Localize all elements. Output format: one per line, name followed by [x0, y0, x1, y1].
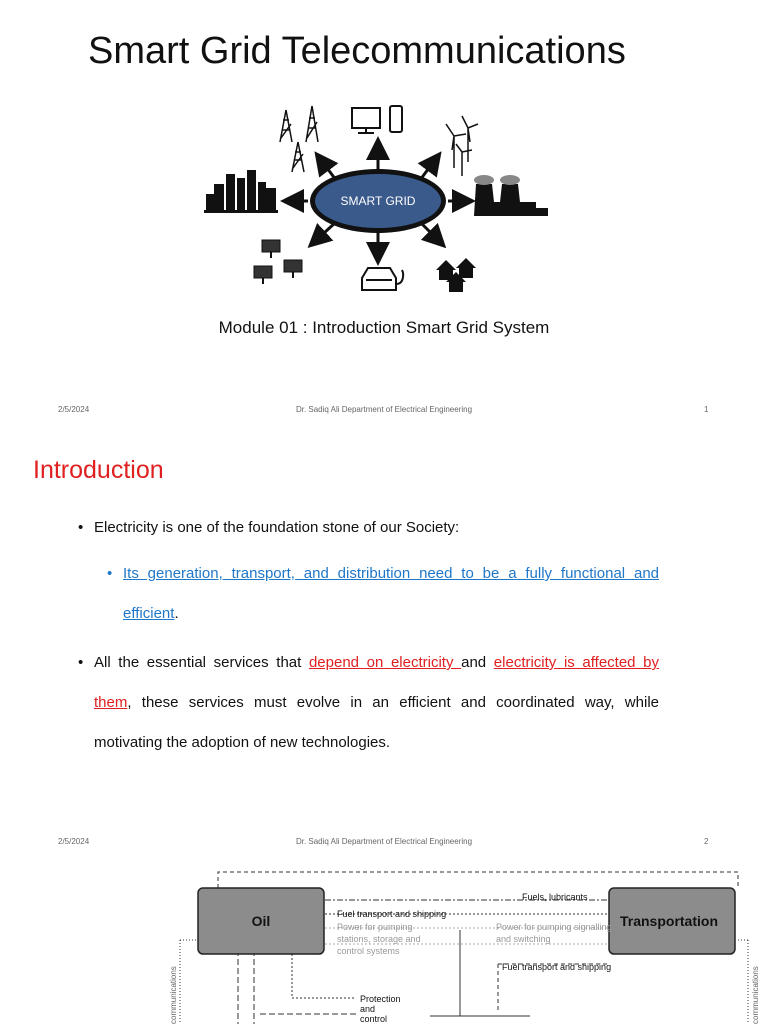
bullet-2	[78, 643, 659, 763]
oil-box	[198, 888, 324, 954]
smart-grid-diagram	[200, 98, 556, 298]
bullet-dot: •	[78, 519, 84, 536]
solar-panel-icon	[254, 240, 302, 284]
power-plant-icon	[474, 175, 548, 216]
power-pumping-label-1: Power for pumping stations, storage and control systems	[337, 922, 421, 956]
transportation-box	[609, 888, 735, 954]
electric-car-icon	[362, 268, 403, 290]
side-label-right: communications	[751, 966, 760, 1024]
slide-heading: Introduction	[33, 456, 164, 484]
sub-bullet-link[interactable]: Its generation, transport, and distribution need to be a fully functional and efficient	[123, 565, 659, 622]
side-label-left: communications	[169, 966, 178, 1024]
transmission-tower-icon	[280, 106, 318, 172]
sub-bullet	[107, 554, 659, 634]
devices-icon	[352, 106, 402, 133]
bullet-1-text: Electricity is one of the foundation stone of our Society:	[94, 519, 460, 536]
houses-icon	[436, 258, 476, 292]
infrastructure-interdependency-diagram	[0, 864, 768, 1024]
slide-title: Smart Grid Telecommunications	[88, 30, 626, 72]
power-pumping-label-2: Power for pumping signalling and switching	[496, 922, 612, 944]
sub-bullet-end: .	[174, 605, 179, 622]
city-skyline-icon	[204, 170, 278, 213]
fuels-label: Fuels, lubricants	[522, 892, 588, 902]
smart-grid-hub	[310, 169, 446, 233]
hub-label: SMART GRID	[340, 194, 416, 208]
footer-author: Dr. Sadiq Ali Department of Electrical Engineering	[295, 837, 473, 846]
footer-page-number: 1	[704, 405, 709, 414]
protection-label: Protection and control	[360, 994, 401, 1024]
bullet-2-highlight-1: depend on electricity	[308, 654, 462, 671]
bullet-2-part-1: All the essential services that	[94, 654, 309, 671]
slide-2	[0, 432, 768, 864]
bullet-2-part-3: , these services must evolve in an efficient and coordinated way, while motivating the adoption of new technologies.	[94, 694, 659, 751]
wind-turbine-icon	[446, 116, 478, 176]
bullet-2-part-2: and	[461, 654, 494, 671]
fuel-transport-label-1: Fuel transport and shipping	[337, 909, 447, 919]
fuel-transport-label-2: Fuel transport and shipping	[502, 962, 612, 972]
footer-date: 2/5/2024	[58, 405, 90, 414]
slide-subtitle: Module 01 : Introduction Smart Grid System	[218, 318, 550, 337]
bullet-2-highlight-2: electricity is affected by them	[94, 654, 659, 711]
footer-author: Dr. Sadiq Ali Department of Electrical Engineering	[295, 405, 473, 414]
footer-date: 2/5/2024	[58, 837, 90, 846]
slide-1	[0, 0, 768, 432]
bullet-dot: •	[78, 654, 84, 671]
sub-bullet-dot: •	[107, 565, 113, 582]
oil-label: Oil	[251, 913, 271, 929]
transportation-label: Transportation	[619, 913, 719, 929]
footer-page-number: 2	[704, 837, 709, 846]
bullet-1	[78, 508, 664, 548]
slide-3	[0, 864, 768, 1024]
